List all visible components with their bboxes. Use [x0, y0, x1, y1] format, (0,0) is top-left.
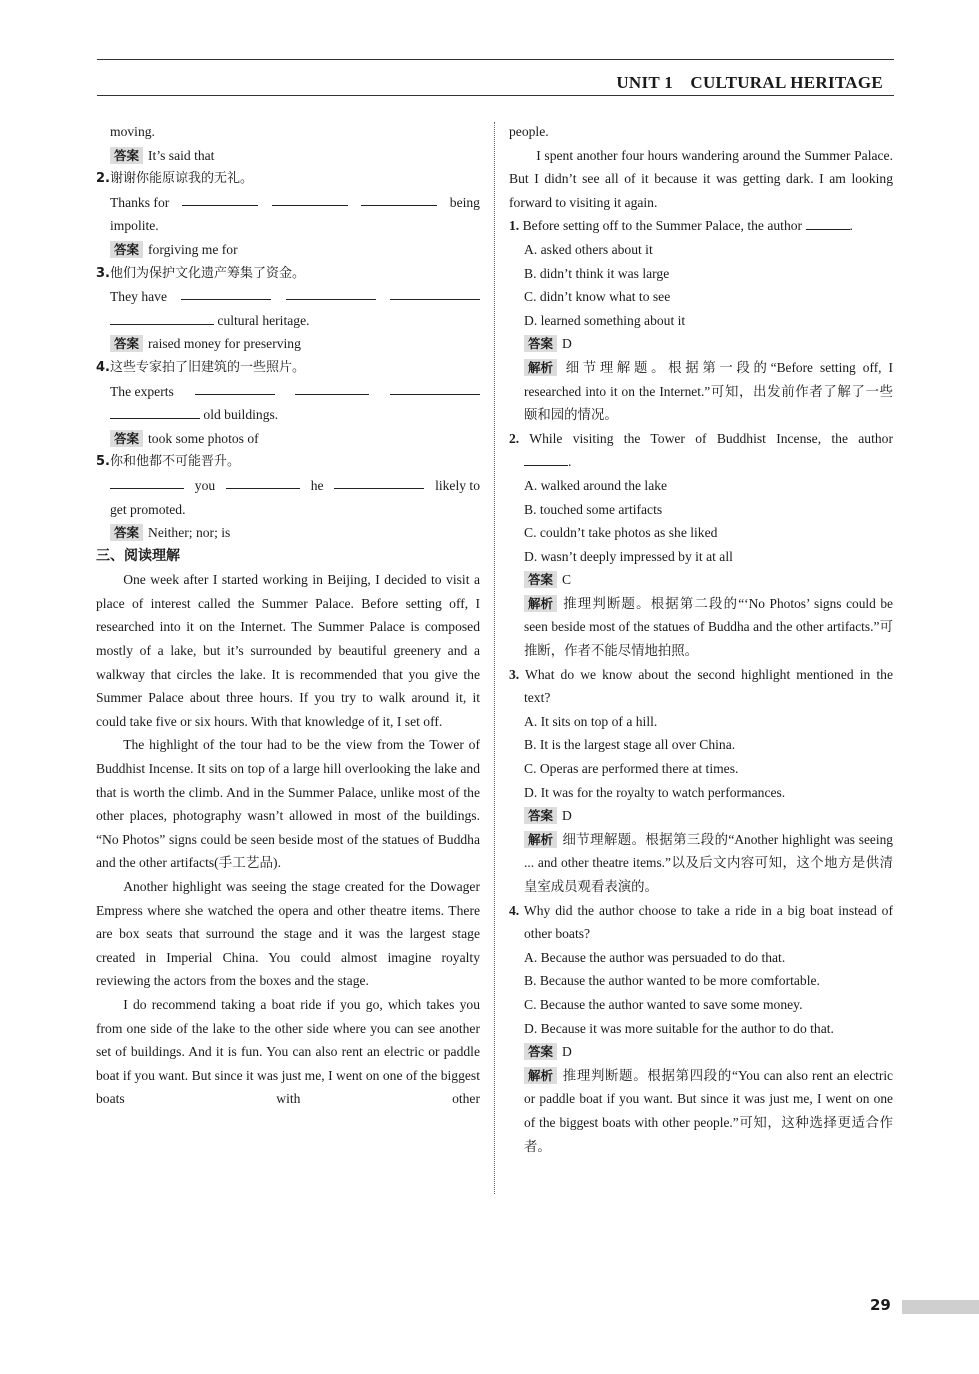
blank-field[interactable]	[334, 474, 424, 489]
option-b[interactable]: B. touched some artifacts	[524, 501, 663, 517]
blank-field[interactable]	[806, 215, 850, 230]
sentence-end: being	[449, 194, 480, 210]
answer-text: C	[562, 572, 572, 588]
answer-text: raised money for preserving	[148, 336, 301, 352]
option-c[interactable]: C. didn’t know what to see	[524, 289, 671, 305]
blank-field[interactable]	[295, 380, 369, 395]
sentence-end: cultural heritage.	[217, 312, 310, 328]
answer-text: forgiving me for	[148, 241, 238, 257]
question-stem: What do we know about the second highlight mentioned in the text?	[524, 666, 893, 706]
answer-text: took some photos of	[148, 430, 259, 446]
analysis-tag: 解析	[524, 1067, 557, 1084]
question-2	[96, 167, 480, 261]
blank-field[interactable]	[226, 474, 300, 489]
answer-tag: 答案	[524, 335, 557, 352]
question-number: 5.	[96, 454, 110, 470]
passage-paragraph: The highlight of the tour had to be the view from the Tower of Buddhist Incense. It sits on top of a large hill overlooking the lake and that is worth the climb. And in the Summer Palace, unlike most of the other places, photography wasn’t allowed in most of the buildings. “No Photos” signs could be seen beside most of the statues of Buddha and the other artifacts(手工艺品).	[96, 737, 480, 871]
sentence-word: he	[310, 477, 324, 493]
question-number: 4.	[509, 902, 520, 918]
blank-field[interactable]	[390, 285, 480, 300]
question-number: 2.	[509, 430, 520, 446]
section-title: 三、阅读理解	[96, 547, 180, 564]
blank-field[interactable]	[181, 285, 271, 300]
sentence-cont: get promoted.	[110, 501, 186, 517]
blank-field[interactable]	[361, 191, 437, 206]
page-number-bar	[902, 1300, 979, 1314]
option-a[interactable]: A. It sits on top of a hill.	[524, 713, 658, 729]
sentence-cont: impolite.	[110, 218, 159, 234]
sentence-start: The experts	[110, 383, 174, 399]
answer-tag: 答案	[110, 241, 143, 258]
answer-tag: 答案	[110, 524, 143, 541]
option-b[interactable]: B. It is the largest stage all over China.	[524, 737, 736, 753]
question-chinese: 谢谢你能原谅我的无礼。	[109, 171, 253, 187]
mcq-2	[509, 427, 893, 663]
answer-text: D	[562, 336, 572, 352]
question-stem: Why did the author choose to take a ride in a big boat instead of other boats?	[523, 902, 893, 942]
blank-field[interactable]	[524, 451, 568, 466]
carry-text: moving.	[110, 124, 155, 139]
question-chinese: 这些专家拍了旧建筑的一些照片。	[109, 359, 305, 375]
passage-paragraph: I spent another four hours wandering around the Summer Palace. But I didn’t see all of it because it was getting dark. I am looking forward to visiting it again.	[509, 147, 893, 210]
analysis-text: 推理判断题。根据第四段的“You can also rent an electric or paddle boat if you want. But since it was just me, I went on one of the biggest boats with other people.”可知，这种选择更适合作者。	[524, 1067, 893, 1154]
answer-line	[96, 144, 480, 168]
analysis-tag: 解析	[524, 359, 557, 376]
option-a[interactable]: A. Because the author was persuaded to do that.	[524, 949, 786, 965]
sentence-word: likely to	[435, 477, 480, 493]
analysis-text: 推理判断题。根据第二段的“‘No Photos’ signs could be seen beside most of the statues of Buddha and the other artifacts.”可推断，作者不能尽情地拍照。	[524, 595, 893, 659]
blank-field[interactable]	[195, 380, 275, 395]
blank-field[interactable]	[272, 191, 348, 206]
option-a[interactable]: A. walked around the lake	[524, 477, 668, 493]
option-c[interactable]: C. Because the author wanted to save some money.	[524, 996, 803, 1012]
option-d[interactable]: D. wasn’t deeply impressed by it at all	[524, 548, 733, 564]
blank-field[interactable]	[110, 310, 214, 325]
sentence-word: you	[194, 477, 216, 493]
blank-field[interactable]	[110, 404, 200, 419]
question-number: 1.	[509, 218, 520, 234]
question-number: 2.	[96, 171, 110, 187]
blank-field[interactable]	[182, 191, 258, 206]
stem-end: .	[849, 218, 853, 234]
question-chinese: 你和他都不可能晋升。	[109, 454, 240, 470]
option-b[interactable]: B. Because the author wanted to be more comfortable.	[524, 973, 820, 989]
option-b[interactable]: B. didn’t think it was large	[524, 265, 670, 281]
right-column	[509, 120, 893, 1158]
option-a[interactable]: A. asked others about it	[524, 241, 653, 257]
carry-text: people.	[509, 124, 549, 139]
blank-field[interactable]	[390, 380, 480, 395]
column-divider	[494, 122, 495, 1194]
answer-tag: 答案	[524, 807, 557, 824]
question-3	[96, 262, 480, 356]
blank-field[interactable]	[110, 474, 184, 489]
analysis-text: 细节理解题。根据第一段的“Before setting off, I researched into it on the Internet.”可知，出发前作者了解了一些颐和园的情况。	[524, 359, 893, 423]
answer-tag: 答案	[524, 1043, 557, 1060]
analysis-tag: 解析	[524, 831, 557, 848]
question-number: 3.	[96, 265, 110, 281]
question-stem: While visiting the Tower of Buddhist Incense, the author	[529, 430, 893, 446]
option-c[interactable]: C. Operas are performed there at times.	[524, 761, 739, 777]
page-number: 29	[870, 1296, 891, 1314]
answer-tag: 答案	[110, 147, 143, 164]
left-column	[96, 120, 480, 1111]
answer-text: Neither; nor; is	[148, 525, 231, 541]
analysis-tag: 解析	[524, 595, 557, 612]
passage-paragraph: Another highlight was seeing the stage created for the Dowager Empress where she watched the opera and other theatre items. There are box seats that surround the stage and it was the largest stage created in Imperial China. You could almost imagine royalty reviewing the actors from the boxes and the stage.	[96, 879, 480, 989]
analysis-text: 细节理解题。根据第三段的“Another highlight was seeing ... and other theatre items.”以及后文内容可知，这个地方是供清皇室成员观看表演的。	[524, 831, 893, 894]
unit-title: UNIT 1 CULTURAL HERITAGE	[616, 73, 883, 92]
sentence-end: old buildings.	[203, 407, 279, 423]
stem-end: .	[568, 454, 572, 470]
header-top-rule	[97, 59, 894, 60]
header-bottom-rule	[97, 95, 894, 96]
answer-tag: 答案	[110, 430, 143, 447]
sentence-start: They have	[110, 289, 167, 305]
question-4	[96, 356, 480, 450]
mcq-1	[509, 214, 893, 426]
answer-text: It’s said that	[148, 147, 215, 163]
answer-tag: 答案	[110, 335, 143, 352]
answer-text: D	[562, 1044, 572, 1060]
passage-paragraph: I do recommend taking a boat ride if you go, which takes you from one side of the lake to the other side where you can see another set of buildings. And it is fun. You can also rent an electric or paddle boat if you want. But since it was just me, I went on one of the biggest boats with other	[96, 996, 480, 1107]
mcq-3	[509, 663, 893, 899]
mcq-4	[509, 899, 893, 1159]
blank-field[interactable]	[286, 285, 376, 300]
option-d[interactable]: D. learned something about it	[524, 312, 686, 328]
question-stem: Before setting off to the Summer Palace, the author	[522, 218, 803, 234]
answer-tag: 答案	[524, 571, 557, 588]
question-number: 4.	[96, 359, 110, 375]
sentence-start: Thanks for	[110, 194, 170, 210]
option-c[interactable]: C. couldn’t take photos as she liked	[524, 525, 718, 541]
option-d[interactable]: D. It was for the royalty to watch performances.	[524, 784, 786, 800]
passage-paragraph: One week after I started working in Beijing, I decided to visit a place of interest called the Summer Palace. Before setting off, I researched into it on the Internet. The Summer Palace is composed mostly of a lake, but it’s surrounded by beautiful greenery and a walkway that circles the lake. It is recommended that you give the Summer Palace about three hours. If you try to walk around it, it could take five or six hours. With that knowledge of it, I set off.	[96, 572, 480, 729]
option-d[interactable]: D. Because it was more suitable for the author to do that.	[524, 1020, 834, 1036]
question-number: 3.	[509, 666, 520, 682]
question-chinese: 他们为保护文化遗产筹集了资金。	[109, 265, 305, 281]
answer-text: D	[562, 808, 572, 824]
question-5	[96, 450, 480, 544]
